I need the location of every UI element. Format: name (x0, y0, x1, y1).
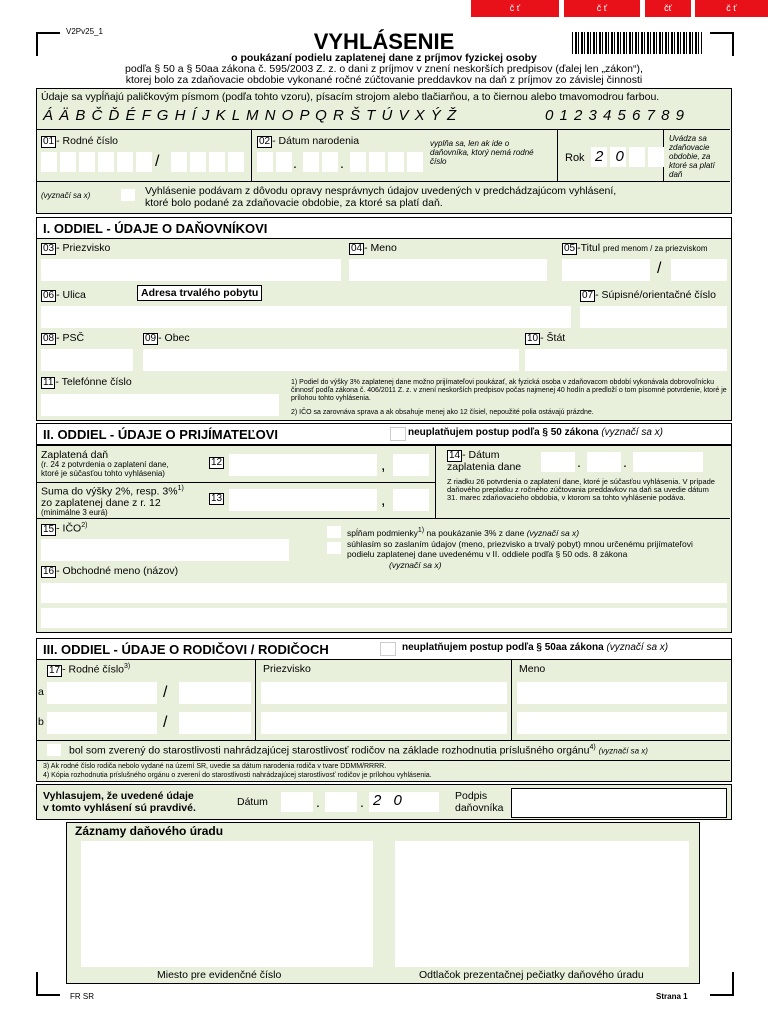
title-before-input[interactable] (562, 259, 650, 281)
declaration-text-1: Vyhlasujem, že uvedené údaje (43, 790, 194, 802)
parent-b-surname-input[interactable] (261, 712, 507, 734)
year-note: Uvádza sa zdaňovacie obdobie, za ktoré sa platí daň (669, 134, 715, 179)
top-tab-3: čť (645, 0, 691, 17)
street-input[interactable] (41, 306, 571, 328)
sign-dot-2: . (360, 794, 364, 810)
surname-input[interactable] (41, 259, 341, 281)
year-prefix: 2 0 (595, 148, 628, 165)
parent-b-slash: / (163, 714, 168, 731)
tax-paid-comma: , (381, 457, 386, 474)
top-tab-2: č ť (564, 0, 640, 17)
field-02-label: 02 - Dátum narodenia (259, 135, 360, 147)
amount-cents-input[interactable] (393, 489, 429, 511)
section-3 (36, 659, 732, 782)
registration-caption: Miesto pre evidenčné číslo (157, 969, 282, 981)
birth-number-input[interactable] (41, 152, 152, 172)
phone-input[interactable] (41, 394, 279, 416)
corner-mark-br (710, 972, 734, 996)
field-01-label: 01 - Rodné číslo (43, 135, 118, 147)
footer-left: FR SR (70, 992, 94, 1001)
intro-section (36, 88, 732, 214)
condition-2-mark: (vyznačí sa x) (389, 560, 442, 570)
ico-input[interactable] (41, 539, 289, 561)
payment-month-input[interactable] (587, 452, 621, 472)
condition-2-checkbox[interactable] (327, 542, 341, 554)
field-17-label: 17 - Rodné číslo$^{3)}$ (49, 663, 131, 676)
form-code: V2Pv25_1 (66, 27, 103, 36)
condition-2-text: súhlasím so zaslaním údajov (meno, priezvisko a trvalý pobyt) mnou určenému prijímateľovi podielu zaplatenej dane uvedenému v II. oddiele podľa § 50 ods. 8 zákona (347, 539, 693, 559)
parent-a-birth-suffix-input[interactable] (179, 682, 251, 704)
field-14-note: Z riadku 26 potvrdenia o zaplatení dane, ktoré je súčasťou vyhlásenia. V prípade daňového preplatku z ročného zúčtovania preddavkov na daň sa uvedie dátum 31. marec zdaňovacieho obdobia, v ktorom sa tohto vyhlásenie podáva. (447, 477, 715, 502)
title-slash: / (657, 260, 662, 277)
sign-day-input[interactable] (281, 792, 313, 812)
section-1-heading: I. ODDIEL - ÚDAJE O DAŇOVNÍKOVI (36, 217, 732, 239)
birth-month-input[interactable] (303, 152, 338, 172)
stamp-area (395, 841, 689, 967)
guardian-checkbox[interactable] (47, 744, 61, 756)
correction-text-1: Vyhlásenie podávam z dôvodu opravy nesprávnych údajov uvedených v predchádzajúcom vyhlásení, (145, 185, 617, 197)
tax-paid-note-2: ktoré je súčasťou tohto vyhlásenia) (41, 469, 165, 478)
signature-label-1: Podpis (455, 790, 488, 802)
field-03-label: 03 - Priezvisko (43, 242, 111, 254)
page-title: VYHLÁSENIE (313, 29, 455, 54)
alphabet-sample: Á Ä B Č Ď É F G H Í J K L M N O P Q R Š T Ú V X Ý Ž (43, 107, 458, 124)
city-input[interactable] (143, 349, 519, 371)
birth-number-suffix-input[interactable] (171, 152, 244, 172)
field-06-label: 06 - Ulica (43, 289, 86, 301)
country-input[interactable] (525, 349, 727, 371)
parent-b-birth-suffix-input[interactable] (179, 712, 251, 734)
section-1 (36, 238, 732, 421)
registration-number-area (81, 841, 373, 967)
condition-1-checkbox[interactable] (327, 526, 341, 538)
business-name-input-1[interactable] (41, 583, 727, 603)
amount-input[interactable] (229, 489, 377, 511)
amount-label-2: zo zaplatenej dane z r. 12 (41, 497, 161, 509)
field-15-label: 15 - IČO$^{2)}$ (43, 522, 88, 535)
payment-dot-2: . (623, 454, 627, 470)
house-number-input[interactable] (580, 306, 727, 328)
payment-day-input[interactable] (541, 452, 575, 472)
birth-number-slash: / (155, 153, 160, 170)
col-surname: Priezvisko (263, 663, 311, 675)
guardian-text: bol som zverený do starostlivosti nahrádzajúcej starostlivosť rodičov na základe rozhodnutia príslušného orgánu$^{4)}$ (vyznačí sa x) (69, 744, 648, 757)
tax-paid-input[interactable] (229, 454, 377, 476)
amount-comma: , (381, 492, 386, 509)
business-name-input-2[interactable] (41, 608, 727, 628)
title-after-input[interactable] (671, 259, 727, 281)
section-2-optout-checkbox[interactable] (390, 427, 406, 441)
declaration-text-2: v tomto vyhlásení sú pravdivé. (43, 802, 196, 814)
corner-mark-bl (36, 972, 60, 996)
field-14-label-2: zaplatenia dane (447, 461, 522, 473)
tax-office-title: Záznamy daňového úradu (75, 824, 224, 838)
birth-date-dot-1: . (293, 155, 297, 171)
sign-dot-1: . (316, 794, 320, 810)
field-13-number: 13 (211, 493, 223, 504)
declaration-section (36, 784, 732, 820)
row-b-label: b (38, 716, 44, 728)
tax-paid-cents-input[interactable] (393, 454, 429, 476)
parent-a-surname-input[interactable] (261, 682, 507, 704)
amount-label-1: Suma do výšky 2%, resp. 3%$^{1)}$ (41, 485, 184, 498)
tax-paid-note-1: (r. 24 z potvrdenia o zaplatení dane, (41, 460, 169, 469)
field-12-number: 12 (211, 457, 223, 468)
field-09-label: 09 - Obec (145, 332, 190, 344)
first-name-input[interactable] (349, 259, 547, 281)
signature-box[interactable] (511, 788, 727, 818)
tax-office-section (66, 822, 700, 984)
barcode (572, 32, 702, 54)
section-3-optout-checkbox[interactable] (380, 642, 396, 656)
field-14-label: 14 - Dátum (449, 449, 500, 461)
parent-b-birth-number-input[interactable] (47, 712, 157, 734)
field-10-label: 10 - Štát (527, 332, 566, 344)
header-line-2: podľa § 50 a § 50aa zákona č. 595/2003 Z. z. o dani z príjmov v znení neskorších predpisov (ďalej len „zákon“), (125, 63, 643, 75)
section-2 (36, 445, 732, 633)
top-tab-4: č ť (695, 0, 768, 17)
date-label: Dátum (237, 796, 268, 808)
birth-date-input[interactable] (257, 152, 292, 172)
footnote-3: 3) Ak rodné číslo rodiča nebolo vydané na území SR, uvedie sa dátum narodenia rodiča v tvare DDMM/RRRR. (43, 763, 387, 770)
field-04-label: 04 - Meno (351, 242, 397, 254)
stamp-caption: Odtlačok prezentačnej pečiatky daňového úradu (419, 969, 644, 981)
correction-checkbox[interactable] (121, 189, 135, 201)
sign-month-input[interactable] (325, 792, 357, 812)
instructions-text: Údaje sa vypĺňajú paličkovým písmom (podľa tohto vzoru), písacím strojom alebo tlačiarňou, a to čiernou alebo tmavomodrou farbou. (41, 91, 660, 103)
correction-text-2: ktoré bolo podané za zdaňovacie obdobie, za ktoré sa platí daň. (145, 197, 443, 209)
birth-date-dot-2: . (340, 155, 344, 171)
parent-a-birth-number-input[interactable] (47, 682, 157, 704)
col-name: Meno (519, 663, 546, 675)
condition-1-text: spĺňam podmienky$^{1)}$ na poukázanie 3% z dane (vyznačí sa x) (347, 527, 580, 538)
section-3-heading: III. ODDIEL - ÚDAJE O RODIČOVI / RODIČOCH (36, 638, 732, 660)
signature-label-2: daňovníka (455, 802, 504, 814)
field-05-label: 05 -Titul pred menom / za priezviskom (564, 242, 708, 254)
footer-page-number: Strana 1 (656, 992, 688, 1001)
header-line-3: ktorej bolo za zdaňovacie obdobie vykonané ročné zúčtovanie preddavkov na daň z príjmov zo závislej činnosti (125, 74, 643, 86)
parent-a-slash: / (163, 684, 168, 701)
tax-paid-label: Zaplatená daň (41, 449, 109, 461)
birth-year-input[interactable] (350, 152, 423, 172)
field-08-label: 08 - PSČ (43, 332, 85, 344)
footnote-2: 2) IČO sa zarovnáva sprava a ak obsahuje menej ako 12 čísiel, nepoužité polia ostávajú prázdne. (291, 409, 594, 416)
footnote-1: 1) Podiel do výšky 3% zaplatenej dane možno prijímateľovi poukázať, ak fyzická osoba v zdaňovacom období vykonávala dobrovoľnícku činnosť podľa zákona č. 406/2011 Z. z. v znení neskorších predpisov počas najmenej 40 hodín a predloží o tom písomné potvrdenie, ktoré je prílohou tohto vyhlásenia. (291, 379, 727, 402)
section-2-optout-label: neuplatňujem postup podľa § 50 zákona (vyznačí sa x) (408, 427, 664, 438)
postal-code-input[interactable] (41, 349, 133, 371)
row-a-label: a (38, 686, 44, 698)
address-title: Adresa trvalého pobytu (137, 285, 262, 301)
year-label: Rok (565, 152, 585, 164)
payment-year-input[interactable] (633, 452, 703, 472)
sign-year-prefix: 2 0 (373, 792, 406, 809)
top-tab-1: č ť (471, 0, 559, 17)
page-subtitle: o poukázaní podielu zaplatenej dane z príjmov fyzickej osoby (231, 52, 537, 64)
section-3-optout-label: neuplatňujem postup podľa § 50aa zákona (vyznačí sa x) (402, 642, 669, 653)
birth-date-note: vyplňa sa, len ak ide o daňovníka, ktorý nemá rodné číslo (430, 139, 534, 166)
parent-b-name-input[interactable] (517, 712, 727, 734)
parent-a-name-input[interactable] (517, 682, 727, 704)
amount-label-3: (minimálne 3 eurá) (41, 508, 108, 517)
payment-dot-1: . (577, 454, 581, 470)
field-16-label: 16 - Obchodné meno (názov) (43, 565, 179, 577)
field-11-label: 11 - Telefónne číslo (43, 376, 132, 388)
digits-sample: 0 1 2 3 4 5 6 7 8 9 (545, 107, 685, 124)
correction-mark-label: (vyznačí sa x) (41, 191, 91, 200)
field-07-label: 07 - Súpisné/orientačné číslo (582, 289, 716, 301)
footnote-4: 4) Kópia rozhodnutia príslušného orgánu o zverení do starostlivosti nahrádzajúcej starostlivosť rodičov je prílohou vyhlásenia. (43, 772, 432, 779)
section-2-heading: II. ODDIEL - ÚDAJE O PRIJÍMATEĽOVI (36, 423, 732, 445)
